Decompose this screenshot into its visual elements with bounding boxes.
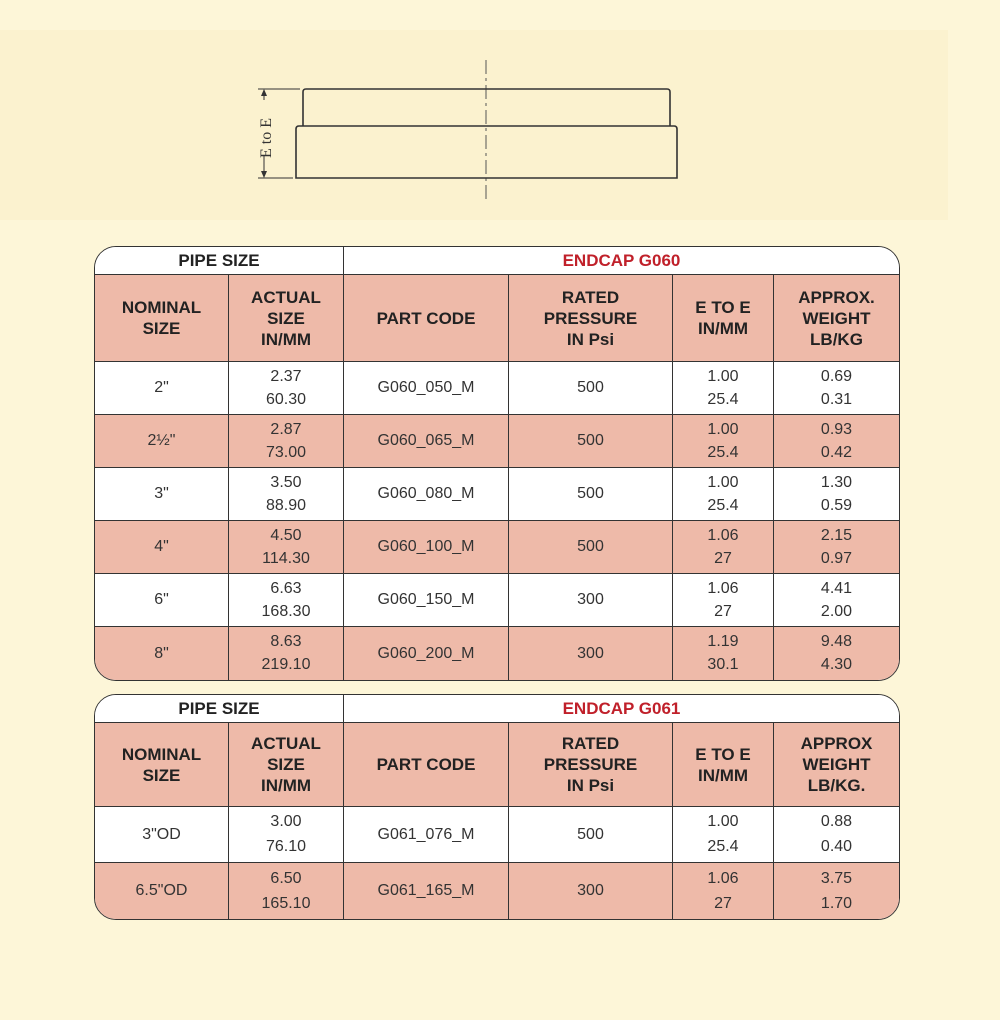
actual-size-mm-value: 165.10 bbox=[261, 894, 311, 912]
table-row bbox=[95, 362, 899, 415]
table-row bbox=[95, 574, 899, 627]
e-to-e-in-value: 1.00 bbox=[707, 473, 739, 491]
actual-size-in-value: 8.63 bbox=[270, 632, 302, 650]
weight-in-value: 3.75 bbox=[820, 869, 853, 887]
actual-size-cell bbox=[229, 415, 344, 468]
e-to-e-cell bbox=[673, 574, 774, 627]
part-code-cell: G060_200_M bbox=[344, 627, 509, 680]
part-code-cell: G060_080_M bbox=[344, 468, 509, 521]
col-header-part-code: PART CODE bbox=[344, 723, 509, 807]
e-to-e-in-value: 1.19 bbox=[707, 632, 739, 650]
weight-mm-value: 1.70 bbox=[820, 894, 853, 912]
weight-mm-value: 0.31 bbox=[820, 390, 853, 408]
dimension-label: E to E bbox=[258, 118, 275, 158]
weight-mm-value: 0.40 bbox=[820, 837, 853, 855]
dim-arrow-bottom bbox=[261, 171, 267, 178]
table-row bbox=[95, 521, 899, 574]
actual-size-cell bbox=[229, 807, 344, 863]
weight-in-value: 9.48 bbox=[820, 632, 853, 650]
e-to-e-in-value: 1.00 bbox=[707, 813, 739, 831]
e-to-e-cell bbox=[673, 863, 774, 919]
weight-cell bbox=[774, 627, 899, 680]
col-header-weight: APPROX. WEIGHT LB/KG bbox=[774, 275, 899, 362]
part-code-cell: G060_050_M bbox=[344, 362, 509, 415]
endcap-g060-table bbox=[94, 246, 900, 681]
table-row bbox=[95, 468, 899, 521]
e-to-e-cell bbox=[673, 468, 774, 521]
part-code-cell: G060_065_M bbox=[344, 415, 509, 468]
e-to-e-mm-value: 25.4 bbox=[707, 837, 739, 855]
e-to-e-cell bbox=[673, 807, 774, 863]
nominal-size-cell: 4" bbox=[95, 521, 229, 574]
actual-size-in-value: 6.50 bbox=[270, 869, 302, 887]
part-code-cell: G060_100_M bbox=[344, 521, 509, 574]
actual-size-mm-value: 168.30 bbox=[261, 602, 311, 620]
e-to-e-in-value: 1.00 bbox=[707, 367, 739, 385]
actual-size-cell bbox=[229, 863, 344, 919]
weight-mm-value: 0.42 bbox=[820, 443, 853, 461]
actual-size-in-value: 3.00 bbox=[270, 813, 302, 831]
rated-pressure-cell: 500 bbox=[509, 521, 673, 574]
weight-cell bbox=[774, 863, 899, 919]
rated-pressure-cell: 500 bbox=[509, 362, 673, 415]
col-header-actual: ACTUAL SIZE IN/MM bbox=[229, 275, 344, 362]
e-to-e-mm-value: 27 bbox=[714, 602, 732, 620]
weight-cell bbox=[774, 574, 899, 627]
nominal-size-cell: 3"OD bbox=[95, 807, 229, 863]
actual-size-cell bbox=[229, 574, 344, 627]
nominal-size-cell: 3" bbox=[95, 468, 229, 521]
weight-in-value: 4.41 bbox=[820, 579, 853, 597]
actual-size-in-value: 6.63 bbox=[270, 579, 302, 597]
e-to-e-mm-value: 25.4 bbox=[707, 390, 739, 408]
nominal-size-cell: 2½" bbox=[95, 415, 229, 468]
actual-size-mm-value: 76.10 bbox=[265, 837, 307, 855]
rated-pressure-cell: 300 bbox=[509, 863, 673, 919]
table-row bbox=[95, 863, 899, 919]
actual-size-mm-value: 73.00 bbox=[265, 443, 307, 461]
weight-mm-value: 0.59 bbox=[820, 496, 853, 514]
rated-pressure-cell: 500 bbox=[509, 807, 673, 863]
endcap-drawing bbox=[0, 0, 1000, 220]
weight-cell bbox=[774, 362, 899, 415]
col-header-pressure: RATED PRESSURE IN Psi bbox=[509, 275, 673, 362]
table-title: ENDCAP G060 bbox=[344, 247, 899, 275]
col-header-actual: ACTUAL SIZE IN/MM bbox=[229, 723, 344, 807]
actual-size-in-value: 3.50 bbox=[270, 473, 302, 491]
rated-pressure-cell: 300 bbox=[509, 574, 673, 627]
weight-in-value: 1.30 bbox=[820, 473, 853, 491]
e-to-e-cell bbox=[673, 521, 774, 574]
rated-pressure-cell: 500 bbox=[509, 415, 673, 468]
e-to-e-in-value: 1.00 bbox=[707, 420, 739, 438]
col-header-e-to-e: E TO E IN/MM bbox=[673, 723, 774, 807]
actual-size-mm-value: 88.90 bbox=[265, 496, 307, 514]
rated-pressure-cell: 500 bbox=[509, 468, 673, 521]
weight-mm-value: 2.00 bbox=[820, 602, 853, 620]
col-header-pressure: RATED PRESSURE IN Psi bbox=[509, 723, 673, 807]
weight-cell bbox=[774, 468, 899, 521]
rated-pressure-cell: 300 bbox=[509, 627, 673, 680]
actual-size-in-value: 2.87 bbox=[270, 420, 302, 438]
e-to-e-cell bbox=[673, 627, 774, 680]
endcap-g061-table bbox=[94, 694, 900, 920]
e-to-e-mm-value: 30.1 bbox=[707, 656, 739, 674]
actual-size-mm-value: 219.10 bbox=[261, 656, 311, 674]
e-to-e-cell bbox=[673, 362, 774, 415]
weight-cell bbox=[774, 521, 899, 574]
e-to-e-mm-value: 27 bbox=[714, 549, 732, 567]
weight-cell bbox=[774, 415, 899, 468]
e-to-e-cell bbox=[673, 415, 774, 468]
actual-size-cell bbox=[229, 362, 344, 415]
part-code-cell: G061_165_M bbox=[344, 863, 509, 919]
weight-in-value: 2.15 bbox=[820, 526, 853, 544]
table-row bbox=[95, 627, 899, 680]
actual-size-mm-value: 114.30 bbox=[262, 549, 310, 567]
actual-size-cell bbox=[229, 521, 344, 574]
e-to-e-in-value: 1.06 bbox=[707, 869, 739, 887]
actual-size-in-value: 4.50 bbox=[270, 526, 302, 544]
col-header-weight: APPROX WEIGHT LB/KG. bbox=[774, 723, 899, 807]
actual-size-cell bbox=[229, 468, 344, 521]
weight-in-value: 0.93 bbox=[820, 420, 853, 438]
part-code-cell: G060_150_M bbox=[344, 574, 509, 627]
e-to-e-in-value: 1.06 bbox=[707, 579, 739, 597]
pipe-size-header: PIPE SIZE bbox=[95, 695, 344, 723]
e-to-e-mm-value: 25.4 bbox=[707, 443, 739, 461]
nominal-size-cell: 6.5"OD bbox=[95, 863, 229, 919]
actual-size-mm-value: 60.30 bbox=[265, 390, 307, 408]
col-header-part-code: PART CODE bbox=[344, 275, 509, 362]
table-row bbox=[95, 807, 899, 863]
nominal-size-cell: 8" bbox=[95, 627, 229, 680]
e-to-e-in-value: 1.06 bbox=[707, 526, 739, 544]
weight-cell bbox=[774, 807, 899, 863]
actual-size-in-value: 2.37 bbox=[270, 367, 302, 385]
table-title: ENDCAP G061 bbox=[344, 695, 899, 723]
nominal-size-cell: 6" bbox=[95, 574, 229, 627]
actual-size-cell bbox=[229, 627, 344, 680]
dim-arrow-top bbox=[261, 89, 267, 96]
col-header-e-to-e: E TO E IN/MM bbox=[673, 275, 774, 362]
e-to-e-mm-value: 27 bbox=[714, 894, 732, 912]
weight-mm-value: 4.30 bbox=[820, 656, 853, 674]
pipe-size-header: PIPE SIZE bbox=[95, 247, 344, 275]
table-row bbox=[95, 415, 899, 468]
col-header-nominal: NOMINAL SIZE bbox=[95, 275, 229, 362]
weight-mm-value: 0.97 bbox=[820, 549, 853, 567]
part-code-cell: G061_076_M bbox=[344, 807, 509, 863]
weight-in-value: 0.69 bbox=[820, 367, 853, 385]
weight-in-value: 0.88 bbox=[820, 813, 853, 831]
nominal-size-cell: 2" bbox=[95, 362, 229, 415]
e-to-e-mm-value: 25.4 bbox=[707, 496, 739, 514]
col-header-nominal: NOMINAL SIZE bbox=[95, 723, 229, 807]
